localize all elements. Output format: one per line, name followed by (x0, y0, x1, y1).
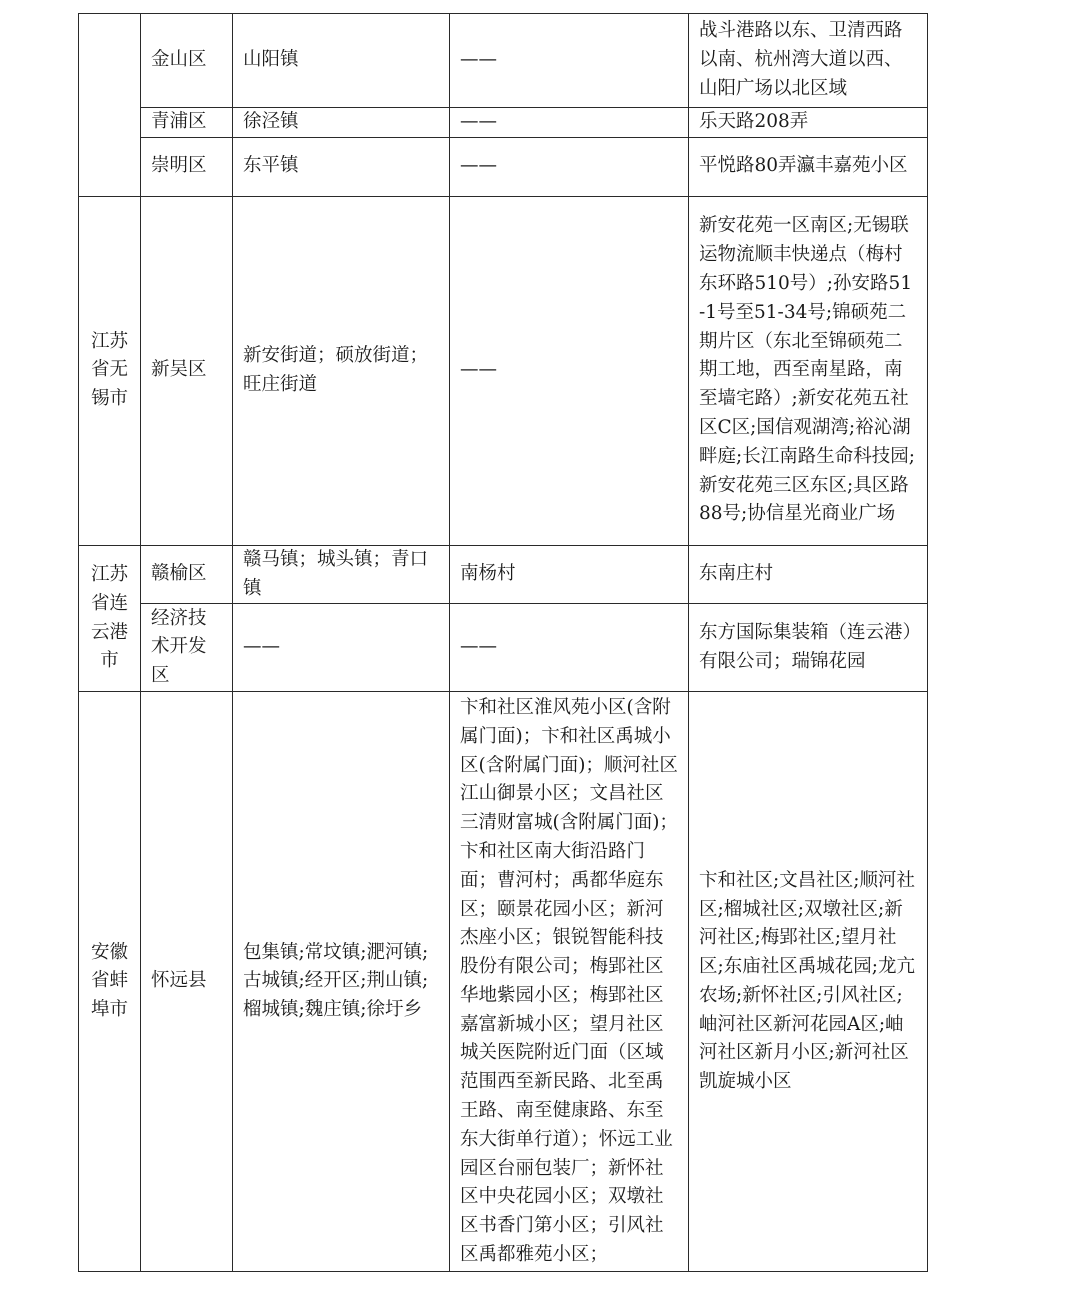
table-row (79, 604, 928, 692)
district-cell: 崇明区 (141, 137, 233, 196)
district-cell: 青浦区 (141, 108, 233, 138)
city-cell: 安徽省蚌埠市 (79, 692, 141, 1272)
town-cell: 赣马镇；城头镇；青口镇 (233, 545, 450, 604)
town-cell: 新安街道；硕放街道；旺庄街道 (233, 196, 450, 545)
town-cell: —— (233, 604, 450, 692)
area-cell: 战斗港路以东、卫清西路以南、杭州湾大道以西、山阳广场以北区域 (689, 14, 928, 108)
district-cell: 怀远县 (141, 692, 233, 1272)
district-cell: 赣榆区 (141, 545, 233, 604)
city-cell (79, 14, 141, 197)
table-row (79, 196, 928, 545)
town-cell: 山阳镇 (233, 14, 450, 108)
district-cell: 金山区 (141, 14, 233, 108)
district-cell: 经济技术开发区 (141, 604, 233, 692)
table-row (79, 14, 928, 108)
village-cell: —— (450, 14, 689, 108)
table-row (79, 545, 928, 604)
village-cell: 南杨村 (450, 545, 689, 604)
table-row (79, 108, 928, 138)
town-cell: 东平镇 (233, 137, 450, 196)
village-cell: —— (450, 196, 689, 545)
area-cell: 东南庄村 (689, 545, 928, 604)
district-cell: 新吴区 (141, 196, 233, 545)
village-cell: 卞和社区淮风苑小区(含附属门面)；卞和社区禹城小区(含附属门面)；顺河社区江山御景小区；文昌社区三清财富城(含附属门面)；卞和社区南大街沿路门面；曹河村；禹都华庭东区；颐景花园小区；新河杰座小区；银锐智能科技股份有限公司；梅郢社区华地紫园小区；梅郢社区嘉富新城小区；望月社区城关医院附近门面（区域范围西至新民路、北至禹王路、南至健康路、东至东大街单行道）；怀远工业园区台丽包装厂；新怀社区中央花园小区；双墩社区书香门第小区；引风社区禹都雅苑小区； (450, 692, 689, 1272)
area-cell: 东方国际集装箱（连云港）有限公司；瑞锦花园 (689, 604, 928, 692)
village-cell: —— (450, 108, 689, 138)
village-cell: —— (450, 604, 689, 692)
city-cell: 江苏省无锡市 (79, 196, 141, 545)
table-row (79, 692, 928, 1272)
town-cell: 徐泾镇 (233, 108, 450, 138)
city-cell: 江苏省连云港市 (79, 545, 141, 692)
area-cell: 卞和社区;文昌社区;顺河社区;榴城社区;双墩社区;新河社区;梅郢社区;望月社区;东庙社区禹城花园;龙亢农场;新怀社区;引风社区;岫河社区新河花园A区;岫河社区新月小区;新河社区凯旋城小区 (689, 692, 928, 1272)
village-cell: —— (450, 137, 689, 196)
table-row (79, 137, 928, 196)
area-cell: 平悦路80弄瀛丰嘉苑小区 (689, 137, 928, 196)
area-cell: 新安花苑一区南区;无锡联运物流顺丰快递点（梅村东环路510号）;孙安路51-1号至51-34号;锦硕苑二期片区（东北至锦硕苑二期工地，西至南星路，南至墙宅路）;新安花苑五社区C区;国信观湖湾;裕沁湖畔庭;长江南路生命科技园;新安花苑三区东区;具区路88号;协信星光商业广场 (689, 196, 928, 545)
town-cell: 包集镇;常坟镇;淝河镇;古城镇;经开区;荆山镇;榴城镇;魏庄镇;徐圩乡 (233, 692, 450, 1272)
area-cell: 乐天路208弄 (689, 108, 928, 138)
area-list-table (78, 13, 928, 1272)
